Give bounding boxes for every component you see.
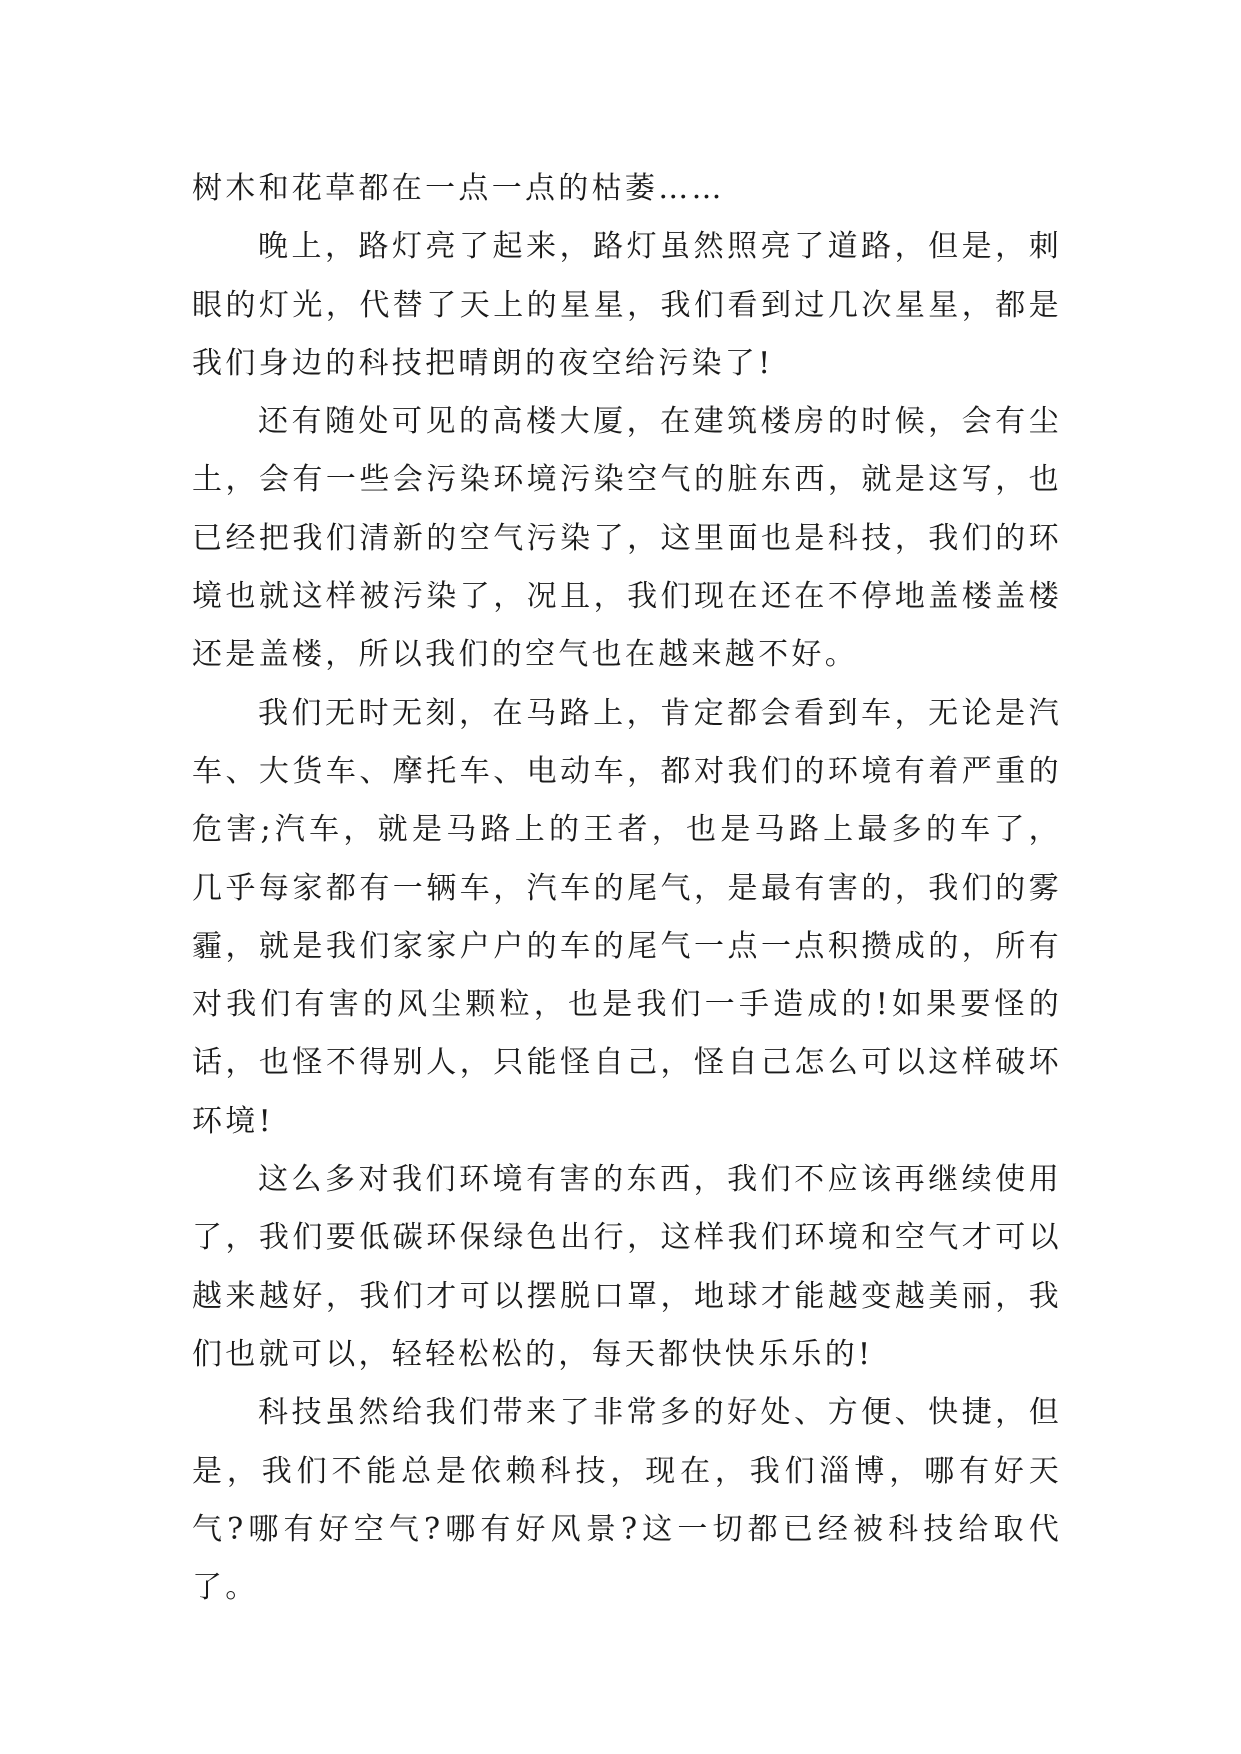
paragraph-street-lights: 晚上，路灯亮了起来，路灯虽然照亮了道路，但是，刺眼的灯光，代替了天上的星星，我们看到过几次星星，都是我们身边的科技把晴朗的夜空给污染了! — [192, 229, 1062, 381]
paragraph-buildings: 还有随处可见的高楼大厦，在建筑楼房的时候，会有尘土，会有一些会污染环境污染空气的脏东西，就是这写，也已经把我们清新的空气污染了，这里面也是科技，我们的环境也就这样被污染了，况且，我们现在还在不停地盖楼盖楼还是盖楼，所以我们的空气也在越来越不好。 — [192, 404, 1062, 673]
paragraph-continuation: 树木和花草都在一点一点的枯萎…… — [192, 171, 725, 206]
paragraph-low-carbon: 这么多对我们环境有害的东西，我们不应该再继续使用了，我们要低碳环保绿色出行，这样我们环境和空气才可以越来越好，我们才可以摆脱口罩，地球才能越变越美丽，我们也就可以，轻轻松松的，每天都快快乐乐的! — [192, 1162, 1062, 1372]
paragraph-vehicles: 我们无时无刻，在马路上，肯定都会看到车，无论是汽车、大货车、摩托车、电动车，都对我们的环境有着严重的危害;汽车，就是马路上的王者，也是马路上最多的车了，几乎每家都有一辆车，汽车的尾气，是最有害的，我们的雾霾，就是我们家家户户的车的尾气一点一点积攒成的，所有对我们有害的风尘颗粒，也是我们一手造成的!如果要怪的话，也怪不得别人，只能怪自己，怪自己怎么可以这样破坏环境! — [192, 695, 1062, 1139]
paragraph-technology-conclusion: 科技虽然给我们带来了非常多的好处、方便、快捷，但是，我们不能总是依赖科技，现在，我们淄博，哪有好天气?哪有好空气?哪有好风景?这一切都已经被科技给取代了。 — [192, 1395, 1062, 1606]
document-body — [192, 160, 1062, 1617]
